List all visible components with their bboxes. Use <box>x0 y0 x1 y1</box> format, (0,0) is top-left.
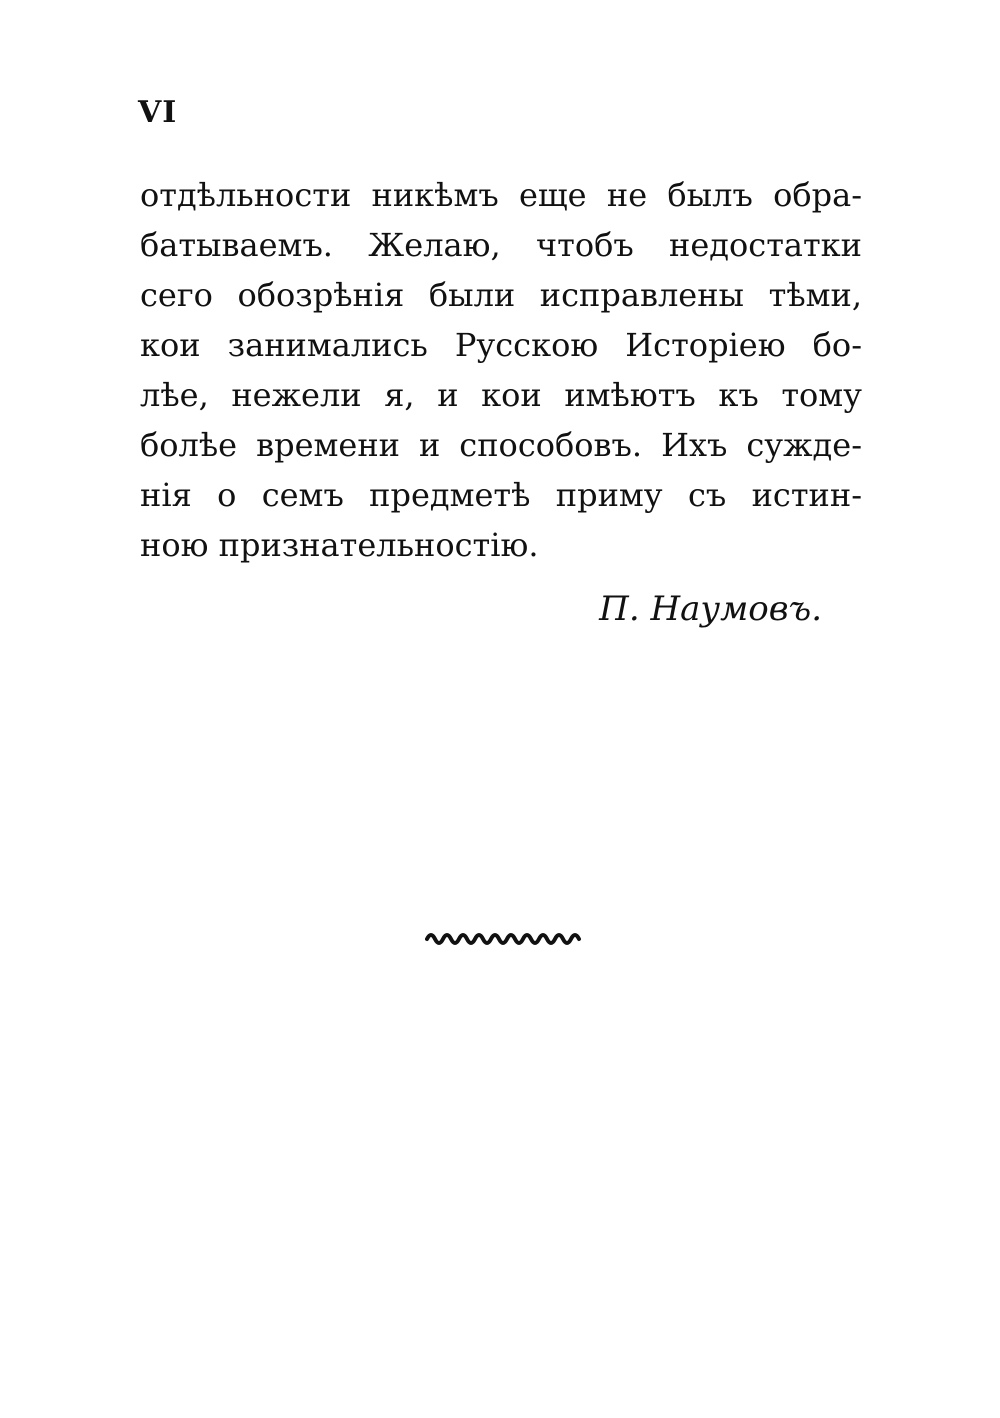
decorative-rule-ornament <box>425 925 585 949</box>
wavy-line-icon <box>427 935 579 943</box>
text-line: ною признательностію. <box>140 526 539 564</box>
author-signature: П. Наумовъ. <box>599 589 822 629</box>
page-number: VI <box>138 95 178 130</box>
text-line: нія о семъ предметѣ приму съ истин- <box>140 476 862 514</box>
text-line: батываемъ. Желаю, чтобъ недостатки <box>140 226 862 264</box>
text-line: болѣе времени и способовъ. Ихъ сужде- <box>140 426 862 464</box>
body-text <box>140 170 862 570</box>
text-line: сего обозрѣнія были исправлены тѣми, <box>140 276 862 314</box>
text-line: лѣе, нежели я, и кои имѣютъ къ тому <box>140 376 862 414</box>
text-line: кои занимались Русскою Исторіею бо- <box>140 326 862 364</box>
text-line: отдѣльности никѣмъ еще не былъ обра- <box>140 176 862 214</box>
